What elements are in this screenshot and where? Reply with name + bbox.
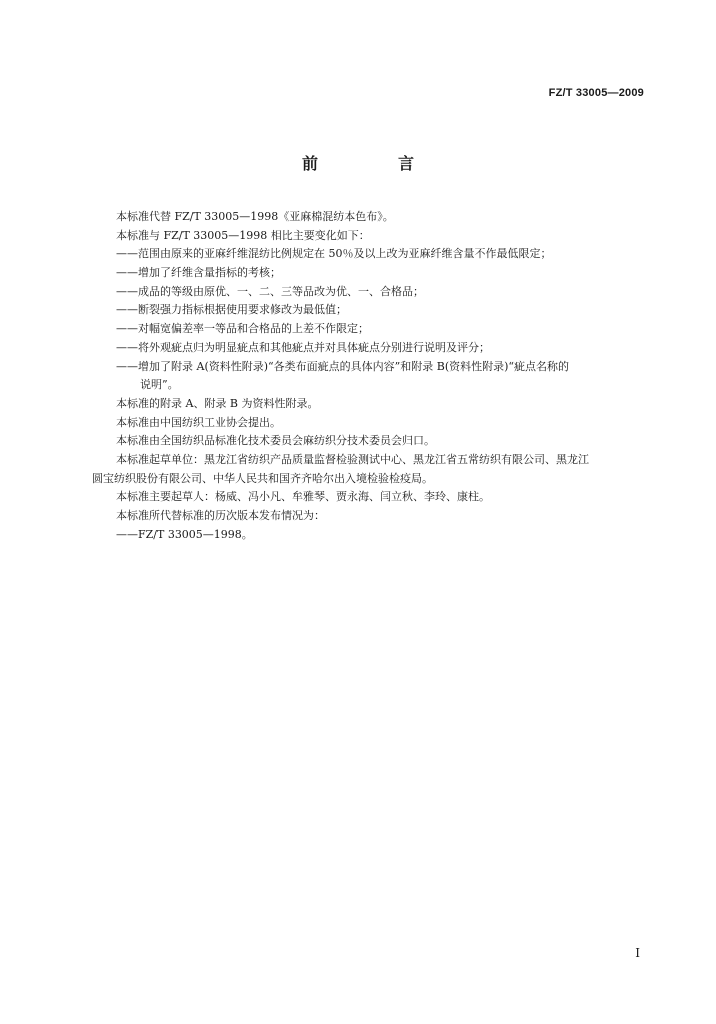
change-item-fiber-content: ——增加了纤维含量指标的考核； bbox=[116, 266, 281, 280]
standard-code: FZ/T 33005—2009 bbox=[548, 87, 644, 99]
foreword-body bbox=[92, 208, 652, 544]
change-item-breaking-strength: ——断裂强力指标根据使用要求修改为最低值； bbox=[116, 303, 347, 317]
paragraph-changes-intro: 本标准与 FZ/T 33005—1998 相比主要变化如下： bbox=[116, 228, 370, 242]
change-item-scope: ——范围由原来的亚麻纤维混纺比例规定在 50％及以上改为亚麻纤维含量不作最低限定； bbox=[116, 247, 552, 261]
paragraph-centralized-by: 本标准由全国纺织品标准化技术委员会麻纺织分技术委员会归口。 bbox=[116, 434, 435, 448]
page-number: I bbox=[635, 946, 640, 960]
paragraph-replaces: 本标准代替 FZ/T 33005—1998《亚麻棉混纺本色布》。 bbox=[116, 210, 394, 223]
history-item: ——FZ/T 33005—1998。 bbox=[116, 527, 253, 541]
paragraph-history-intro: 本标准所代替标准的历次版本发布情况为： bbox=[116, 509, 325, 522]
paragraph-drafters: 本标准主要起草人：杨威、冯小凡、牟雅琴、贾永海、闫立秋、李玲、康柱。 bbox=[116, 490, 490, 504]
paragraph-drafting-units-continued: 圆宝纺织股份有限公司、中华人民共和国齐齐哈尔出入境检验检疫局。 bbox=[92, 471, 433, 485]
paragraph-proposed-by: 本标准由中国纺织工业协会提出。 bbox=[116, 415, 281, 429]
paragraph-drafting-units: 本标准起草单位：黑龙江省纺织产品质量监督检验测试中心、黑龙江省五常纺织有限公司、黑龙江 bbox=[116, 452, 589, 466]
change-item-appendices-continued: 说明”。 bbox=[140, 378, 179, 392]
paragraph-appendices: 本标准的附录 A、附录 B 为资料性附录。 bbox=[116, 396, 319, 410]
change-item-grades: ——成品的等级由原优、一、二、三等品改为优、一、合格品； bbox=[116, 284, 424, 298]
change-item-width-deviation: ——对幅宽偏差率一等品和合格品的上差不作限定； bbox=[116, 322, 369, 336]
page-title: 前 言 bbox=[301, 154, 446, 173]
change-item-appendices: ——增加了附录 A(资料性附录)“各类布面疵点的具体内容”和附录 B(资料性附录)“疵点名称的 bbox=[116, 359, 570, 373]
change-item-defects: ——将外观疵点归为明显疵点和其他疵点并对具体疵点分别进行说明及评分； bbox=[116, 340, 490, 354]
